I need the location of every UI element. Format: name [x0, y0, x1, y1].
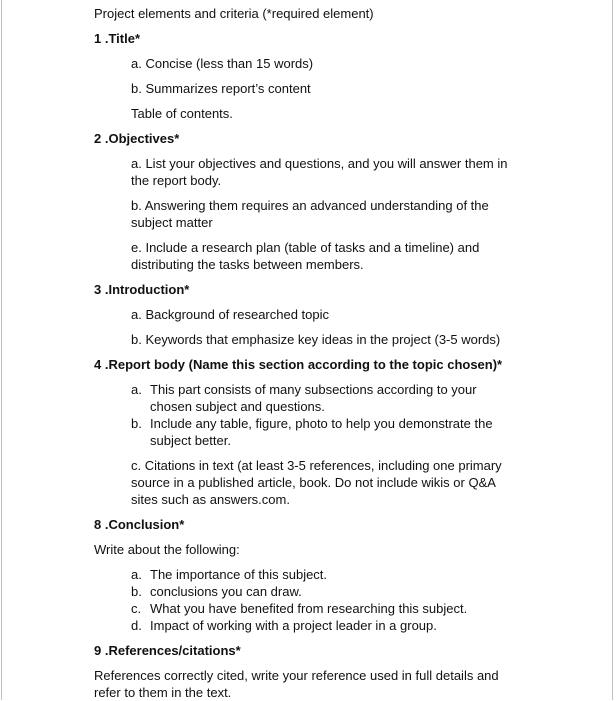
introduction-item-a: a. Background of researched topic [131, 307, 330, 322]
section-heading-title: 1 .Title* [94, 31, 141, 46]
list-marker: c. [131, 601, 142, 616]
title-item-a: a. Concise (less than 15 words) [131, 56, 314, 71]
conclusion-item-text: What you have benefited from researching this subject. [150, 601, 468, 616]
report-body-item-a-line2: chosen subject and questions. [150, 399, 325, 414]
section-heading-conclusion: 8 .Conclusion* [94, 517, 185, 532]
report-body-item-b-line2: subject better. [150, 433, 231, 448]
introduction-item-b: b. Keywords that emphasize key ideas in the project (3-5 words) [131, 332, 501, 347]
report-body-item-c-line2: source in a published article, book. Do not include wikis or Q&A [131, 475, 496, 490]
conclusion-item-text: conclusions you can draw. [150, 584, 302, 599]
conclusion-lead-text: Write about the following: [94, 542, 240, 557]
section-heading-report-body: 4 .Report body (Name this section according to the topic chosen)* [94, 357, 503, 372]
list-marker: d. [131, 618, 142, 633]
section-heading-references: 9 .References/citations* [94, 643, 241, 658]
report-body-item-a-line1: This part consists of many subsections according to your [150, 382, 477, 397]
report-body-item-c-line3: sites such as answers.com. [131, 492, 290, 507]
objectives-item-e-line1: e. Include a research plan (table of tasks and a timeline) and [131, 240, 480, 255]
section-heading-introduction: 3 .Introduction* [94, 282, 190, 297]
report-body-item-b-line1: Include any table, figure, photo to help you demonstrate the [150, 416, 493, 431]
table-of-contents-text: Table of contents. [131, 106, 233, 121]
objectives-item-e-line2: distributing the tasks between members. [131, 257, 364, 272]
objectives-item-b-line1: b. Answering them requires an advanced understanding of the [131, 198, 489, 213]
objectives-item-a-line2: the report body. [131, 173, 222, 188]
list-marker: b. [131, 584, 142, 599]
intro-text: Project elements and criteria (*required element) [94, 6, 374, 21]
section-heading-objectives: 2 .Objectives* [94, 131, 180, 146]
list-marker: a. [131, 567, 142, 582]
conclusion-item-text: Impact of working with a project leader in a group. [150, 618, 437, 633]
conclusion-item-text: The importance of this subject. [150, 567, 328, 582]
objectives-item-b-line2: subject matter [131, 215, 213, 230]
title-item-b: b. Summarizes report’s content [131, 81, 311, 96]
page-border [1, 0, 613, 700]
list-marker: b. [131, 416, 142, 431]
objectives-item-a-line1: a. List your objectives and questions, and you will answer them in [131, 156, 508, 171]
references-text-line2: refer to them in the text. [94, 685, 232, 700]
list-marker: a. [131, 382, 142, 397]
references-text-line1: References correctly cited, write your reference used in full details and [94, 668, 499, 683]
report-body-item-c-line1: c. Citations in text (at least 3-5 references, including one primary [131, 458, 502, 473]
